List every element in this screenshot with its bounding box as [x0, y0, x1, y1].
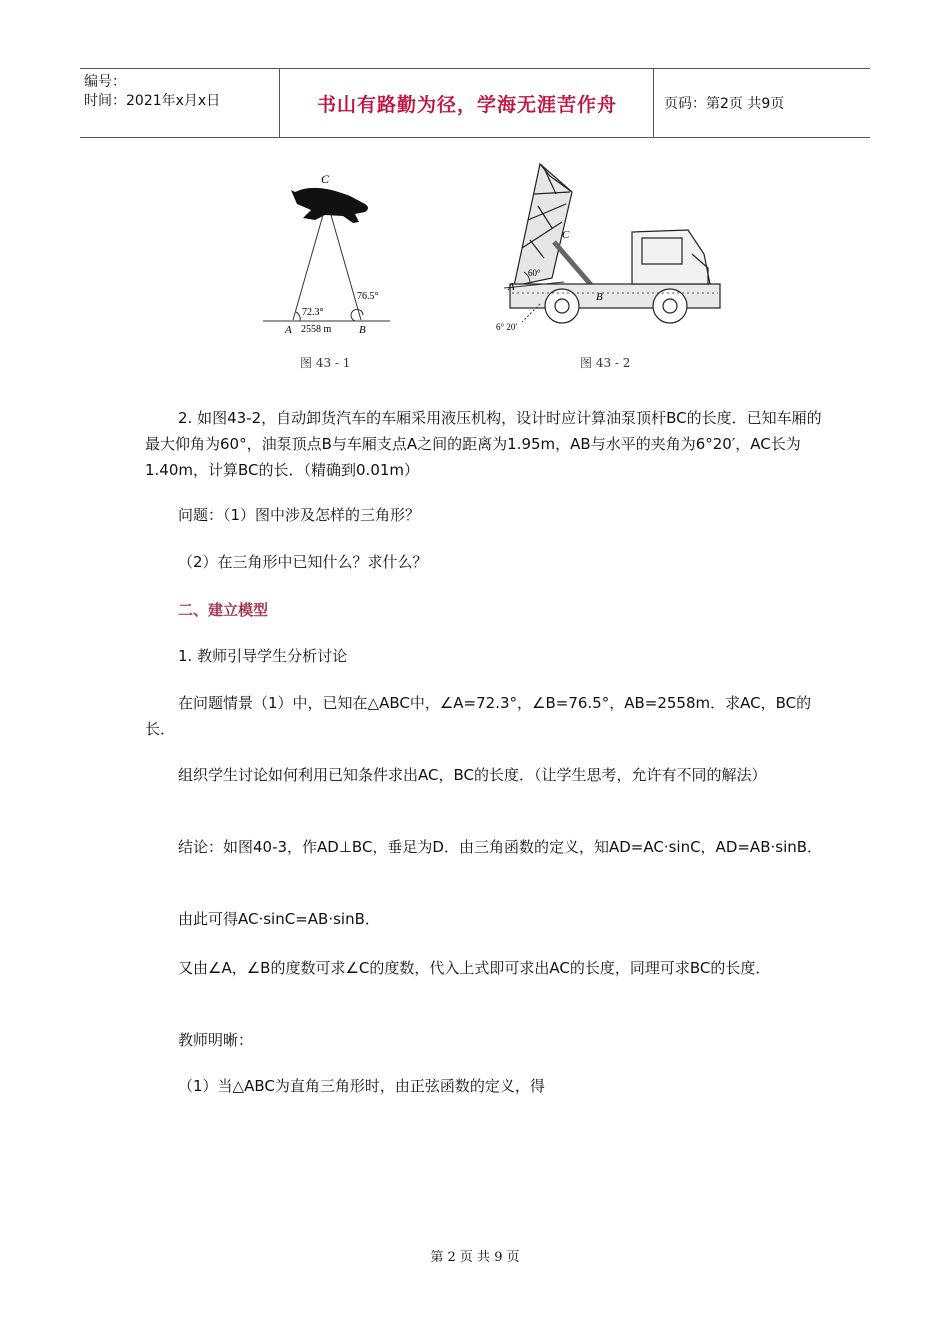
paragraph-question-1: 问题：（1）图中涉及怎样的三角形？	[178, 506, 421, 524]
paragraph-discussion: 组织学生讨论如何利用已知条件求出AC，BC的长度．（让学生思考，允许有不同的解法）	[178, 766, 767, 784]
paragraph-derived: 由此可得AC·sinC=AB·sinB．	[178, 910, 380, 928]
figure-43-1	[255, 160, 400, 340]
code-label: 编号：	[84, 74, 126, 90]
page-footer: 第 2 页 共 9 页	[430, 1250, 520, 1265]
time-label: 时间：2021年x月x日	[84, 93, 221, 109]
fig2-angle-base: 6° 20′	[496, 322, 518, 332]
fig1-label-a: A	[285, 324, 292, 336]
figure-43-2-caption: 图 43 - 2	[580, 356, 631, 370]
figure-43-1-caption: 图 43 - 1	[300, 356, 351, 370]
fig2-label-c: C	[562, 229, 570, 241]
fig1-side-bc	[331, 215, 361, 320]
header-motto: 书山有路勤为径，学海无涯苦作舟	[281, 69, 654, 137]
paragraph-right-triangle: （1）当△ABC为直角三角形时，由正弦函数的定义，得	[178, 1077, 545, 1095]
fig2-label-a: A	[508, 281, 515, 293]
fig1-label-b: B	[359, 324, 366, 336]
paragraph-scenario: 在问题情景（1）中，已知在△ABC中，∠A=72.3°，∠B=76.5°，AB=2558m．求AC，BC的长．	[145, 694, 812, 738]
paragraph-teacher-clarify: 教师明晰：	[178, 1031, 254, 1049]
paragraph-problem-2: 2. 如图43-2，自动卸货汽车的车厢采用液压机构，设计时应计算油泵顶杆BC的长度．已知车厢的最大仰角为60°，油泵顶点B与车厢支点A之间的距离为1.95m，AB与水平的夹角为6°20′，AC长为1.40m，计算BC的长．（精确到0.01m）	[145, 409, 822, 479]
section-heading-model: 二、建立模型	[178, 601, 269, 619]
paragraph-angle-c: 又由∠A，∠B的度数可求∠C的度数，代入上式即可求出AC的长度，同理可求BC的长度．	[178, 959, 771, 977]
fig1-label-c: C	[321, 172, 330, 186]
fig2-label-b: B	[596, 291, 603, 303]
header-page-info: 页码：第2页 共9页	[664, 96, 785, 112]
figure-43-2	[492, 158, 727, 338]
header-meta	[80, 69, 280, 137]
page-header	[80, 68, 870, 138]
paragraph-step-1: 1. 教师引导学生分析讨论	[178, 647, 348, 665]
fig1-angle-arc-a	[296, 312, 300, 321]
fig2-angle-lift: 60°	[528, 268, 541, 278]
fig1-angle-b: 76.5°	[357, 291, 379, 302]
airplane-icon	[291, 188, 368, 223]
fig1-distance: 2558 m	[301, 324, 332, 335]
fig1-side-ac	[293, 215, 323, 320]
paragraph-conclusion: 结论：如图40-3，作AD⊥BC，垂足为D．由三角函数的定义，知AD=AC·sinC，AD=AB·sinB．	[178, 838, 823, 856]
fig1-angle-a: 72.3°	[302, 307, 324, 318]
paragraph-question-2: （2）在三角形中已知什么？求什么？	[178, 553, 428, 571]
dump-truck-icon	[510, 164, 720, 323]
